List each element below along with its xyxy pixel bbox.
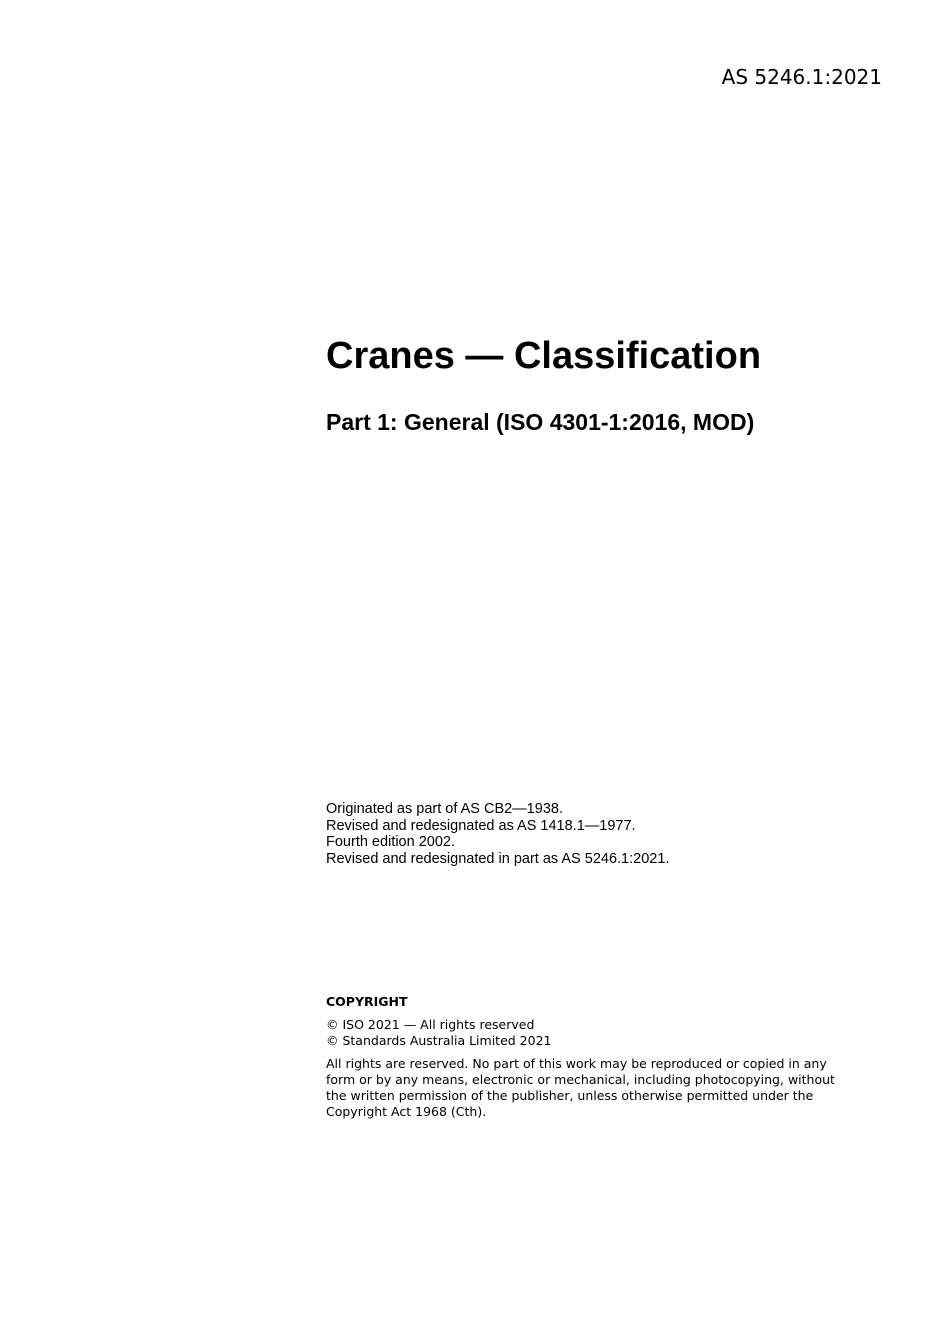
title-block bbox=[326, 334, 886, 436]
history-line: Originated as part of AS CB2—1938. bbox=[326, 801, 563, 817]
document-number: AS 5246.1:2021 bbox=[721, 65, 882, 89]
rights-statement: All rights are reserved. No part of this work may be reproduced or copied in any form or by any means, electronic or mechanical, including photocopying, without the written permission of the publisher, unless otherwise permitted under the Copyright Act 1968 (Cth). bbox=[326, 1056, 835, 1119]
copyright-section bbox=[326, 994, 856, 1120]
page-subtitle: Part 1: General (ISO 4301-1:2016, MOD) bbox=[326, 409, 755, 435]
copyright-line: © Standards Australia Limited 2021 bbox=[326, 1033, 552, 1048]
publication-history bbox=[326, 801, 886, 867]
history-line: Revised and redesignated as AS 1418.1—1977. bbox=[326, 817, 636, 834]
history-line: Fourth edition 2002. bbox=[326, 834, 455, 850]
history-line: Revised and redesignated in part as AS 5246.1:2021. bbox=[326, 850, 670, 867]
copyright-heading: COPYRIGHT bbox=[326, 994, 408, 1009]
page-title: Cranes — Classification bbox=[326, 335, 762, 377]
copyright-line: © ISO 2021 — All rights reserved bbox=[326, 1017, 535, 1032]
copyright-lines bbox=[326, 1017, 856, 1049]
